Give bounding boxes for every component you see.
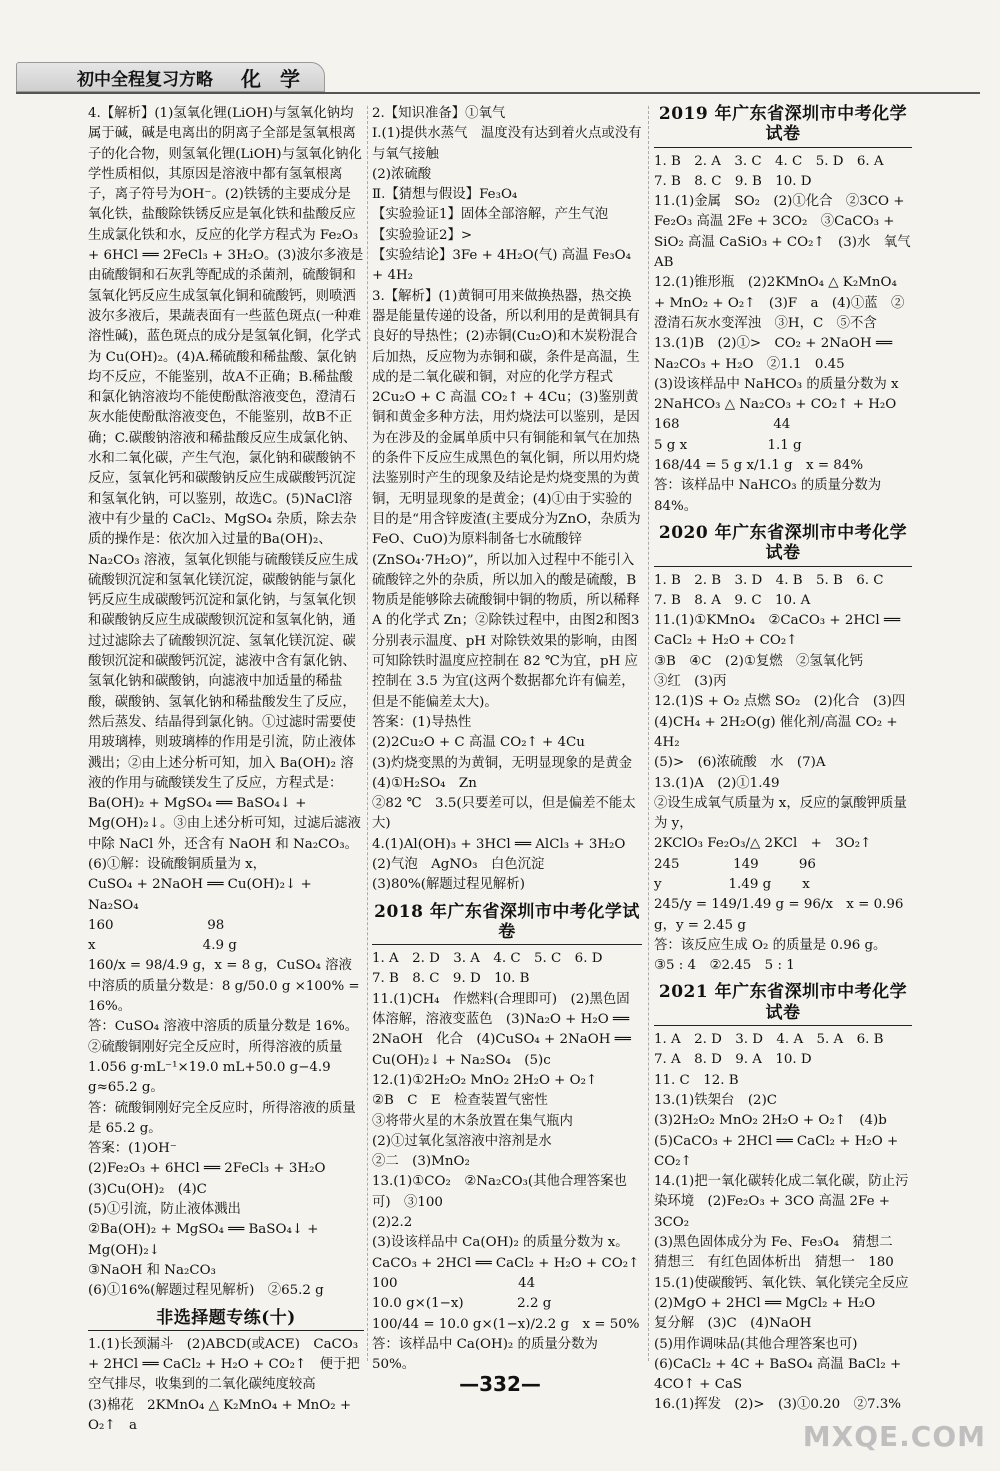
- section-title: 2020 年广东省深圳市中考化学试卷: [654, 523, 912, 567]
- answer-line: 14.(1)把一氧化碳转化成二氧化碳，防止污染环境 (2)Fe₂O₃ + 3CO 高温 2Fe + 3CO₂: [654, 1174, 909, 1230]
- answer-line: (3)80%(解题过程见解析): [372, 877, 525, 893]
- answer-line: (3)设该样品中 Ca(OH)₂ 的质量分数为 x。: [372, 1235, 629, 1251]
- answer-line: ②硫酸铜刚好完全反应时，所得溶液的质量 1.056 g·mL⁻¹×19.0 mL+50.0 g−4.9 g≈65.2 g。: [88, 1039, 343, 1096]
- answer-line: (2)MgO + 2HCl ══ MgCl₂ + H₂O: [654, 1295, 876, 1311]
- answer-line: (5)用作调味品(其他合理答案也可): [654, 1336, 858, 1352]
- answer-line: 168 44: [654, 417, 791, 433]
- answer-line: 13.(1)B (2)①> CO₂ + 2NaOH ══ Na₂CO₃ + H₂O ②1.1 0.45: [654, 336, 893, 372]
- answer-line: 2NaHCO₃ △ Na₂CO₃ + CO₂↑ + H₂O: [654, 397, 897, 413]
- answer-line: (5)①引流，防止液体溅出: [88, 1202, 241, 1218]
- answer-line: 11.(1)金属 SO₂ (2)①化合 ②3CO + Fe₂O₃ 高温 2Fe + 3CO₂ ③CaCO₃ + SiO₂ 高温 CaSiO₃ + CO₂↑ (3)水 氧气 AB: [654, 194, 924, 271]
- answer-line: 11.(1)①KMnO₄ ②CaCO₃ + 2HCl ══ CaCl₂ + H₂O + CO₂↑: [654, 613, 901, 649]
- answer-line: ③红 (3)丙: [654, 674, 727, 690]
- answer-line: 3.【解析】(1)黄铜可用来做换热器，热交换器是能量传递的设备，所以利用的是黄铜具有良好的导热性；(2)赤铜(Cu₂O)和木炭粉混合后加热，反应物为赤铜和碳，条件是高温，生成的是二氧化碳和铜，对应的化学方程式 2Cu₂O + C 高温 CO₂↑ + 4Cu；(3)鉴别黄铜和黄金多种方法，用灼烧法可以鉴别，是因为在涉及的金属单质中只有铜能和氧气在加热的条件下反应生成黑色的氧化铜，所以用灼烧法鉴别时产生的现象及结论是灼烧变黑的为黄铜，无明显现象的是黄金；(4)①由于实验的目的是“用含锌废渣(主要成分为ZnO，杂质为FeO、CuO)为原料制备七水硫酸锌(ZnSO₄·7H₂O)”，所以加入过程中不能引入硫酸锌之外的杂质，所以加入的酸是硫酸，B物质是能够除去硫酸铜中铜的物质，所以稀释 A 的化学式 Zn；②除铁过程中，由图2和图3分别表示温度、pH 对除铁效果的影响，由图可知除铁时温度应控制在 82 ℃为宜，pH 应控制在 3.5 为宜(这两个数据都允许有偏差，但是不能偏差太大)。: [372, 288, 641, 710]
- answer-line: 15.(1)使碳酸钙、氧化铁、氧化镁完全反应: [654, 1275, 909, 1291]
- answer-line: ③将带火星的木条放置在集气瓶内: [372, 1113, 573, 1129]
- answer-line: 答：硫酸铜刚好完全反应时，所得溶液的质量是 65.2 g。: [88, 1100, 356, 1136]
- answer-line: 答案：(1)导热性: [372, 714, 472, 730]
- answer-line: 1. B 2. A 3. C 4. C 5. D 6. A: [654, 153, 884, 169]
- answer-line: ②Ba(OH)₂ + MgSO₄ ══ BaSO₄↓ + Mg(OH)₂↓: [88, 1222, 319, 1258]
- section-title: 非选择题专练(十): [88, 1308, 364, 1331]
- answer-line: 答：该样品中 NaHCO₃ 的质量分数为 84%。: [654, 478, 882, 514]
- page-number: —332—: [459, 1372, 541, 1396]
- answer-line: 答：该反应生成 O₂ 的质量是 0.96 g。: [654, 937, 887, 953]
- watermark-logo: MXQE.COM: [802, 1420, 986, 1453]
- column-divider: [648, 106, 649, 1361]
- answer-line: 7. B 8. A 9. C 10. A: [654, 592, 811, 608]
- answer-line: 160/x = 98/4.9 g，x = 8 g，CuSO₄ 溶液中溶质的质量分数是：8 g/50.0 g ×100% = 16%。: [88, 958, 360, 1015]
- answer-line: 4.【解析】(1)氢氧化锂(LiOH)与氢氧化钠均属于碱，碱是电离出的阴离子全部是氢氧根离子的化合物，则氢氧化锂(LiOH)与氢氧化钠化学性质相似，其原因是溶液中都有氢氧根离子，离子符号为OH⁻。(2)铁锈的主要成分是氧化铁，盐酸除铁锈反应是氧化铁和盐酸反应生成氯化铁和水，反应的化学方程式为 Fe₂O₃ + 6HCl ══ 2FeCl₃ + 3H₂O。(3)波尔多液是由硫酸铜和石灰乳等配成的杀菌剂，硫酸铜和氢氧化钙反应生成氢氧化铜和硫酸钙，则喷洒波尔多液后，果蔬表面有一些蓝色斑点(一种难溶性碱)，蓝色斑点的成分是氢氧化铜，化学式为 Cu(OH)₂。(4)A.稀硫酸和稀盐酸、氯化钠均不反应，不能鉴别，故A不正确；B.稀盐酸和氯化钠溶液均不能使酚酞溶液变色，澄清石灰水能使酚酞溶液变色，不能鉴别，故B不正确；C.碳酸钠溶液和稀盐酸反应生成氯化钠、水和二氧化碳，产生气泡，氯化钠和碳酸钠不反应，氢氧化钙和碳酸钠反应生成碳酸钙沉淀和氢氧化钠，可以鉴别，故选C。(5)NaCl溶液中有少量的 CaCl₂、MgSO₄ 杂质，除去杂质的操作是：依次加入过量的Ba(OH)₂、Na₂CO₃ 溶液，氢氧化钡能与硫酸镁反应生成硫酸钡沉淀和氢氧化镁沉淀，碳酸钠能与氯化钙反应生成碳酸钙沉淀和氯化钠，与氢氧化钡和碳酸钠反应生成碳酸钡沉淀和氢氧化钠，通过过滤除去了硫酸钡沉淀、氢氧化镁沉淀、碳酸钡沉淀和碳酸钙沉淀，滤液中含有氯化钠、氢氧化钠和碳酸钠，向滤液中加适量的稀盐酸，碳酸钠、氢氧化钠和稀盐酸发生了反应，然后蒸发、结晶得到氯化钠。①过滤时需要使用玻璃棒，则玻璃棒的作用是引流，防止液体溅出；②由上述分析可知，加入 Ba(OH)₂ 溶液的作用与硫酸镁发生了反应，方程式是：Ba(OH)₂ + MgSO₄ ══ BaSO₄↓ + Mg(OH)₂↓。③由上述分析可知，过滤后滤液中除 NaCl 外，还含有 NaOH 和 Na₂CO₃。: [88, 106, 364, 852]
- answer-line: 100/44 = 10.0 g×(1−x)/2.2 g x = 50%: [372, 1316, 640, 1332]
- header-rule: [16, 92, 980, 94]
- answer-line: 5 g x 1.1 g: [654, 437, 802, 453]
- answer-line: 168/44 = 5 g x/1.1 g x = 84%: [654, 458, 864, 474]
- left-column: [88, 104, 364, 1436]
- answer-line: 11.(1)CH₄ 作燃料(合理即可) (2)黑色固体溶解，溶液变蓝色 (3)Na₂O + H₂O ══ 2NaOH 化合 (4)CuSO₄ + 2NaOH ══ Cu(OH)₂↓ + Na₂SO₄ (5)c: [372, 991, 631, 1068]
- answer-line: ③NaOH 和 Na₂CO₃: [88, 1262, 216, 1278]
- answer-line: y 1.49 g x: [654, 876, 810, 892]
- answer-line: 11. C 12. B: [654, 1072, 739, 1088]
- answer-line: (4)①H₂SO₄ Zn: [372, 775, 477, 791]
- answer-line: 10.0 g×(1−x) 2.2 g: [372, 1296, 552, 1312]
- answer-line: 100 44: [372, 1275, 536, 1291]
- answer-line: ②82 ℃ 3.5(只要差可以，但是偏差不能太大): [372, 796, 636, 832]
- answer-line: 2KClO₃ Fe₂O₃/△ 2KCl + 3O₂↑: [654, 836, 872, 852]
- answer-line: (6)①解：设硫酸铜质量为 x，: [88, 856, 267, 872]
- answer-line: 13.(1)①CO₂ ②Na₂CO₃(其他合理答案也可) ③100: [372, 1174, 627, 1210]
- answer-line: (2)Fe₂O₃ + 6HCl ══ 2FeCl₃ + 3H₂O: [88, 1161, 326, 1177]
- section-title: 2018 年广东省深圳市中考化学试卷: [372, 902, 642, 946]
- answer-line: (3)2H₂O₂ MnO₂ 2H₂O + O₂↑ (4)b: [654, 1113, 887, 1129]
- answer-line: (3)Cu(OH)₂ (4)C: [88, 1181, 207, 1197]
- answer-line: 1.(1)长颈漏斗 (2)ABCD(或ACE) CaCO₃ + 2HCl ══ CaCl₂ + H₂O + CO₂↑ 便于把空气排尽，收集到的二氧化碳纯度较高: [88, 1336, 360, 1393]
- book-title: 初中全程复习方略: [77, 69, 213, 90]
- answer-line: 13.(1)A (2)①1.49: [654, 775, 780, 791]
- answer-line: (5)CaCO₃ + 2HCl ══ CaCl₂ + H₂O + CO₂↑: [654, 1133, 899, 1169]
- answer-line: ②B C E 检查装置气密性: [372, 1093, 548, 1109]
- answer-line: Ⅰ.(1)提供水蒸气 温度没有达到着火点或没有与氧气接触: [372, 126, 642, 162]
- answer-line: 答案：(1)OH⁻: [88, 1141, 177, 1157]
- answer-line: 【实验验证1】固体全部溶解，产生气泡: [372, 207, 609, 223]
- answer-line: ②二 (3)MnO₂: [372, 1154, 470, 1170]
- answer-line: 7. B 8. C 9. D 10. B: [372, 971, 530, 987]
- middle-column: [372, 104, 642, 1375]
- answer-line: (2)2Cu₂O + C 高温 CO₂↑ + 4Cu: [372, 735, 585, 751]
- answer-line: CaCO₃ + 2HCl ══ CaCl₂ + H₂O + CO₂↑: [372, 1255, 640, 1271]
- answer-line: (5)> (6)浓硫酸 水 (7)A: [654, 755, 826, 771]
- answer-line: (3)棉花 2KMnO₄ △ K₂MnO₄ + MnO₂ + O₂↑ a: [88, 1397, 352, 1433]
- section-title: 2019 年广东省深圳市中考化学试卷: [654, 104, 912, 148]
- answer-line: 12.(1)①2H₂O₂ MnO₂ 2H₂O + O₂↑: [372, 1072, 598, 1088]
- page-header: [0, 62, 1000, 92]
- answer-line: 245/y = 149/1.49 g = 96/x x = 0.96 g，y = 2.45 g: [654, 897, 904, 933]
- answer-line: (3)设该样品中 NaHCO₃ 的质量分数为 x: [654, 376, 899, 392]
- answer-line: 4.(1)Al(OH)₃ + 3HCl ══ AlCl₃ + 3H₂O: [372, 836, 626, 852]
- answer-line: 【实验验证2】>: [372, 227, 473, 243]
- answer-line: 160 98: [88, 917, 225, 933]
- answer-line: 2.【知识准备】①氧气: [372, 106, 506, 121]
- answer-line: (2)①过氧化氢溶液中溶剂是水: [372, 1133, 552, 1149]
- answer-line: (2)气泡 AgNO₃ 白色沉淀: [372, 856, 545, 872]
- answer-line: (3)灼烧变黑的为黄铜，无明显现象的是黄金: [372, 755, 632, 771]
- answer-line: 1. A 2. D 3. D 4. A 5. A 6. B: [654, 1032, 884, 1048]
- answer-line: 答：CuSO₄ 溶液中溶质的质量分数是 16%。: [88, 1019, 359, 1035]
- answer-line: CuSO₄ + 2NaOH ══ Cu(OH)₂↓ + Na₂SO₄: [88, 877, 312, 913]
- subject-title: 化 学: [241, 66, 306, 91]
- answer-line: (2)2.2: [372, 1215, 413, 1231]
- header-tab: [16, 62, 325, 92]
- answer-line: 13.(1)铁架台 (2)C: [654, 1092, 778, 1108]
- section-title: 2021 年广东省深圳市中考化学试卷: [654, 982, 912, 1026]
- answer-line: ②设生成氧气质量为 x，反应的氯酸钾质量为 y，: [654, 795, 907, 832]
- answer-line: (3)黑色固体成分为 Fe、Fe₃O₄ 猜想二 猜想三 有红色固体析出 猜想一 180: [654, 1235, 906, 1271]
- answer-line: ③B ④C (2)①复燃 ②氢氧化钙: [654, 653, 863, 669]
- column-divider: [367, 106, 368, 1361]
- answer-line: 245 149 96: [654, 856, 816, 872]
- answer-line: x 4.9 g: [88, 938, 237, 954]
- answer-line: 1. B 2. B 3. D 4. B 5. B 6. C: [654, 572, 884, 588]
- answer-line: ③5 : 4 ②2.45 5 : 1: [654, 958, 795, 974]
- answer-line: 12.(1)锥形瓶 (2)2KMnO₄ △ K₂MnO₄ + MnO₂ + O₂↑ (3)F a (4)①蓝 ②澄清石灰水变浑浊 ③H，C ⑤不含: [654, 275, 905, 331]
- answer-line: Ⅱ.【猜想与假设】Fe₃O₄: [372, 187, 518, 203]
- answer-line: 答：该样品中 Ca(OH)₂ 的质量分数为 50%。: [372, 1336, 598, 1373]
- answer-line: 1. A 2. D 3. A 4. C 5. C 6. D: [372, 951, 603, 967]
- answer-line: (2)浓硫酸: [372, 166, 432, 182]
- answer-line: (6)CaCl₂ + 4C + BaSO₄ 高温 BaCl₂ + 4CO↑ + CaS: [654, 1356, 902, 1393]
- answer-line: 16.(1)挥发 (2)> (3)①0.20 ②7.3%: [654, 1397, 901, 1413]
- right-column: [654, 104, 924, 1416]
- answer-line: (4)CH₄ + 2H₂O(g) 催化剂/高温 CO₂ + 4H₂: [654, 714, 898, 750]
- answer-line: 7. A 8. D 9. A 10. D: [654, 1052, 812, 1068]
- answer-line: 7. B 8. C 9. B 10. D: [654, 173, 812, 189]
- answer-line: 【实验结论】3Fe + 4H₂O(气) 高温 Fe₃O₄ + 4H₂: [372, 248, 631, 284]
- answer-line: 复分解 (3)C (4)NaOH: [654, 1316, 812, 1332]
- answer-line: 12.(1)S + O₂ 点燃 SO₂ (2)化合 (3)四: [654, 694, 906, 710]
- answer-line: (6)①16%(解题过程见解析) ②65.2 g: [88, 1283, 324, 1299]
